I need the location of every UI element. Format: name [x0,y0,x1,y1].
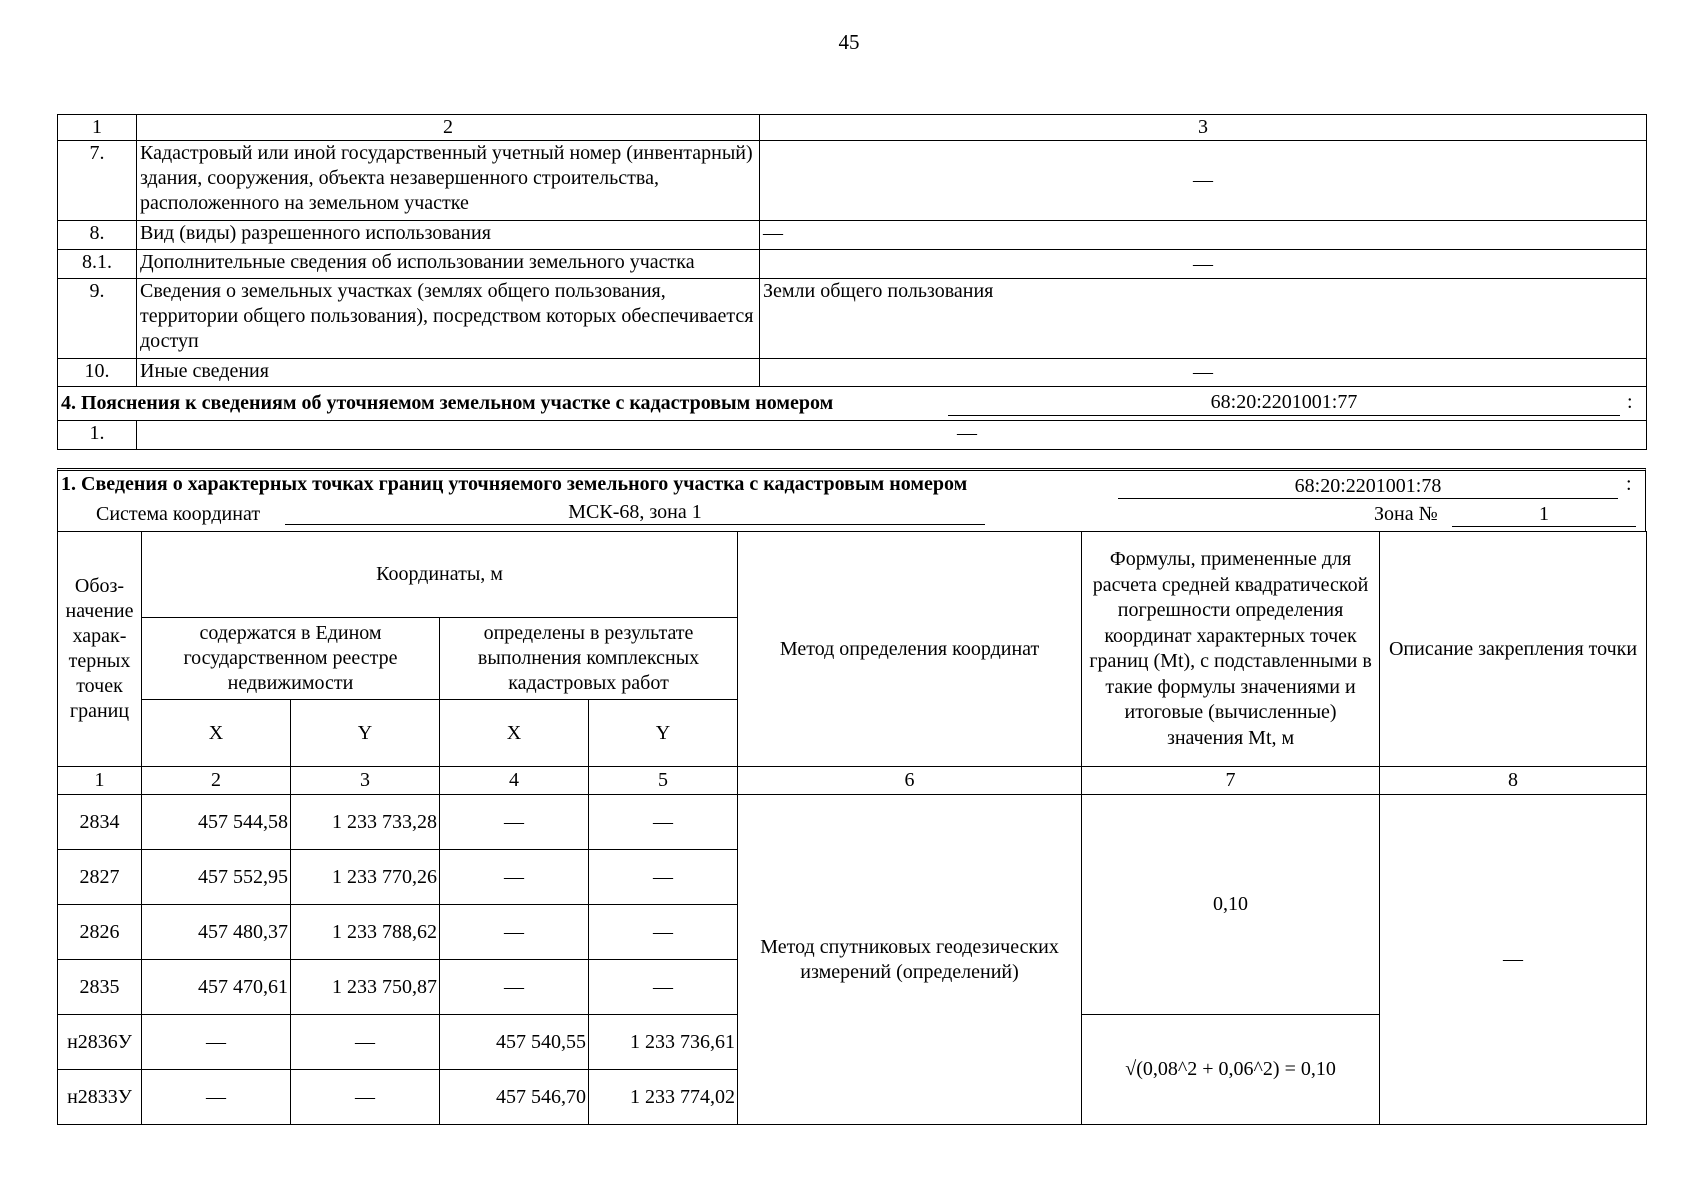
egrn-y: 1 233 770,26 [291,850,440,905]
section1-cadastral-number: 68:20:2201001:78 [1118,475,1618,499]
ckr-y: — [589,960,738,1015]
col-description: Описание закрепления точки [1380,532,1647,767]
ckr-x: — [440,850,589,905]
coord-system-value: МСК-68, зона 1 [285,501,985,525]
table-row [58,141,1647,221]
point-id: 2827 [58,850,142,905]
column-number: 1 [58,767,142,795]
row-label: Вид (виды) разрешенного использования [137,221,760,250]
table-row [58,250,1647,279]
ckr-x: — [440,795,589,850]
col-method: Метод определения координат [738,532,1082,767]
row-label: Иные сведения [137,359,760,387]
row-value: — [760,359,1647,387]
section1-colon: : [1626,473,1632,495]
zone-value: 1 [1452,503,1636,527]
ckr-x: 457 540,55 [440,1015,589,1070]
col-cadastral-works: определены в результате выполнения комплексных кадастровых работ [440,618,738,700]
row-number: 8. [58,221,137,250]
row-label: Сведения о земельных участках (землях общего пользования, территории общего пользования), посредством которых обеспечивается доступ [137,279,760,359]
section4-colon: : [1627,391,1633,413]
description-value: — [1380,795,1647,1125]
column-number: 4 [440,767,589,795]
column-number: 5 [589,767,738,795]
egrn-x: 457 544,58 [142,795,291,850]
table-row [58,359,1647,387]
row-value: — [137,421,1647,450]
row-number: 1. [58,421,137,450]
col-formulas: Формулы, примененные для расчета средней квадратической погрешности определения координат характерных точек границ (Mt), с подставленными в такие формулы значениями и итоговые (вычисленные) значения Mt, м [1082,532,1380,767]
column-number: 3 [291,767,440,795]
egrn-x: — [142,1070,291,1125]
egrn-x: 457 480,37 [142,905,291,960]
table-row [58,221,1647,250]
header-cell: 1 [58,115,137,141]
col-y: Y [291,700,440,767]
section4-cadastral-number: 68:20:2201001:77 [948,390,1620,416]
column-number: 7 [1082,767,1380,795]
row-value: Земли общего пользования [760,279,1647,359]
table-row [58,279,1647,359]
col-coordinates: Координаты, м [142,532,738,618]
col-egrn: содержатся в Едином государственном реестре недвижимости [142,618,440,700]
coord-system-label: Система координат [96,503,261,525]
ckr-y: — [589,850,738,905]
section4-title: 4. Пояснения к сведениям об уточняемом земельном участке с кадастровым номером [61,392,834,414]
table-header-row [58,115,1647,141]
col-x: X [440,700,589,767]
ckr-x: — [440,960,589,1015]
method-value: Метод спутниковых геодезических измерений (определений) [738,795,1082,1125]
zone-label: Зона № [1374,503,1438,525]
ckr-x: 457 546,70 [440,1070,589,1125]
row-label: Кадастровый или иной государственный учетный номер (инвентарный) здания, сооружения, объекта незавершенного строительства, расположенного на земельном участке [137,141,760,221]
egrn-x: — [142,1015,291,1070]
egrn-x: 457 552,95 [142,850,291,905]
page-number: 45 [838,30,860,54]
boundary-points-table [57,531,1647,1125]
egrn-y: 1 233 750,87 [291,960,440,1015]
column-number: 8 [1380,767,1647,795]
mt-value: 0,10 [1082,795,1380,1015]
table-row [58,795,1647,850]
col-designation: Обоз-начение харак-терных точек границ [58,532,142,767]
row-number: 9. [58,279,137,359]
column-numbers-row [58,767,1647,795]
header-cell: 2 [137,115,760,141]
ckr-y: 1 233 774,02 [589,1070,738,1125]
col-y: Y [589,700,738,767]
mt-formula: √(0,08^2 + 0,06^2) = 0,10 [1082,1015,1380,1125]
column-number: 6 [738,767,1082,795]
point-id: 2826 [58,905,142,960]
table-row [58,421,1647,450]
ckr-y: — [589,795,738,850]
ckr-y: — [589,905,738,960]
row-label: Дополнительные сведения об использовании земельного участка [137,250,760,279]
point-id: 2834 [58,795,142,850]
row-value: — [760,250,1647,279]
egrn-y: — [291,1015,440,1070]
row-value: — [760,221,1647,250]
section4-header-row [58,387,1647,421]
table-header-row [58,532,1647,618]
header-cell: 3 [760,115,1647,141]
point-id: н2833У [58,1070,142,1125]
land-plot-info-table [57,114,1647,450]
row-number: 8.1. [58,250,137,279]
column-number: 2 [142,767,291,795]
section1-title: 1. Сведения о характерных точках границ уточняемого земельного участка с кадастровым номером [61,473,968,495]
ckr-x: — [440,905,589,960]
point-id: н2836У [58,1015,142,1070]
point-id: 2835 [58,960,142,1015]
row-value: — [760,141,1647,221]
row-number: 7. [58,141,137,221]
egrn-y: 1 233 788,62 [291,905,440,960]
ckr-y: 1 233 736,61 [589,1015,738,1070]
egrn-y: 1 233 733,28 [291,795,440,850]
col-x: X [142,700,291,767]
row-number: 10. [58,359,137,387]
egrn-x: 457 470,61 [142,960,291,1015]
egrn-y: — [291,1070,440,1125]
section1-header [57,468,1646,531]
